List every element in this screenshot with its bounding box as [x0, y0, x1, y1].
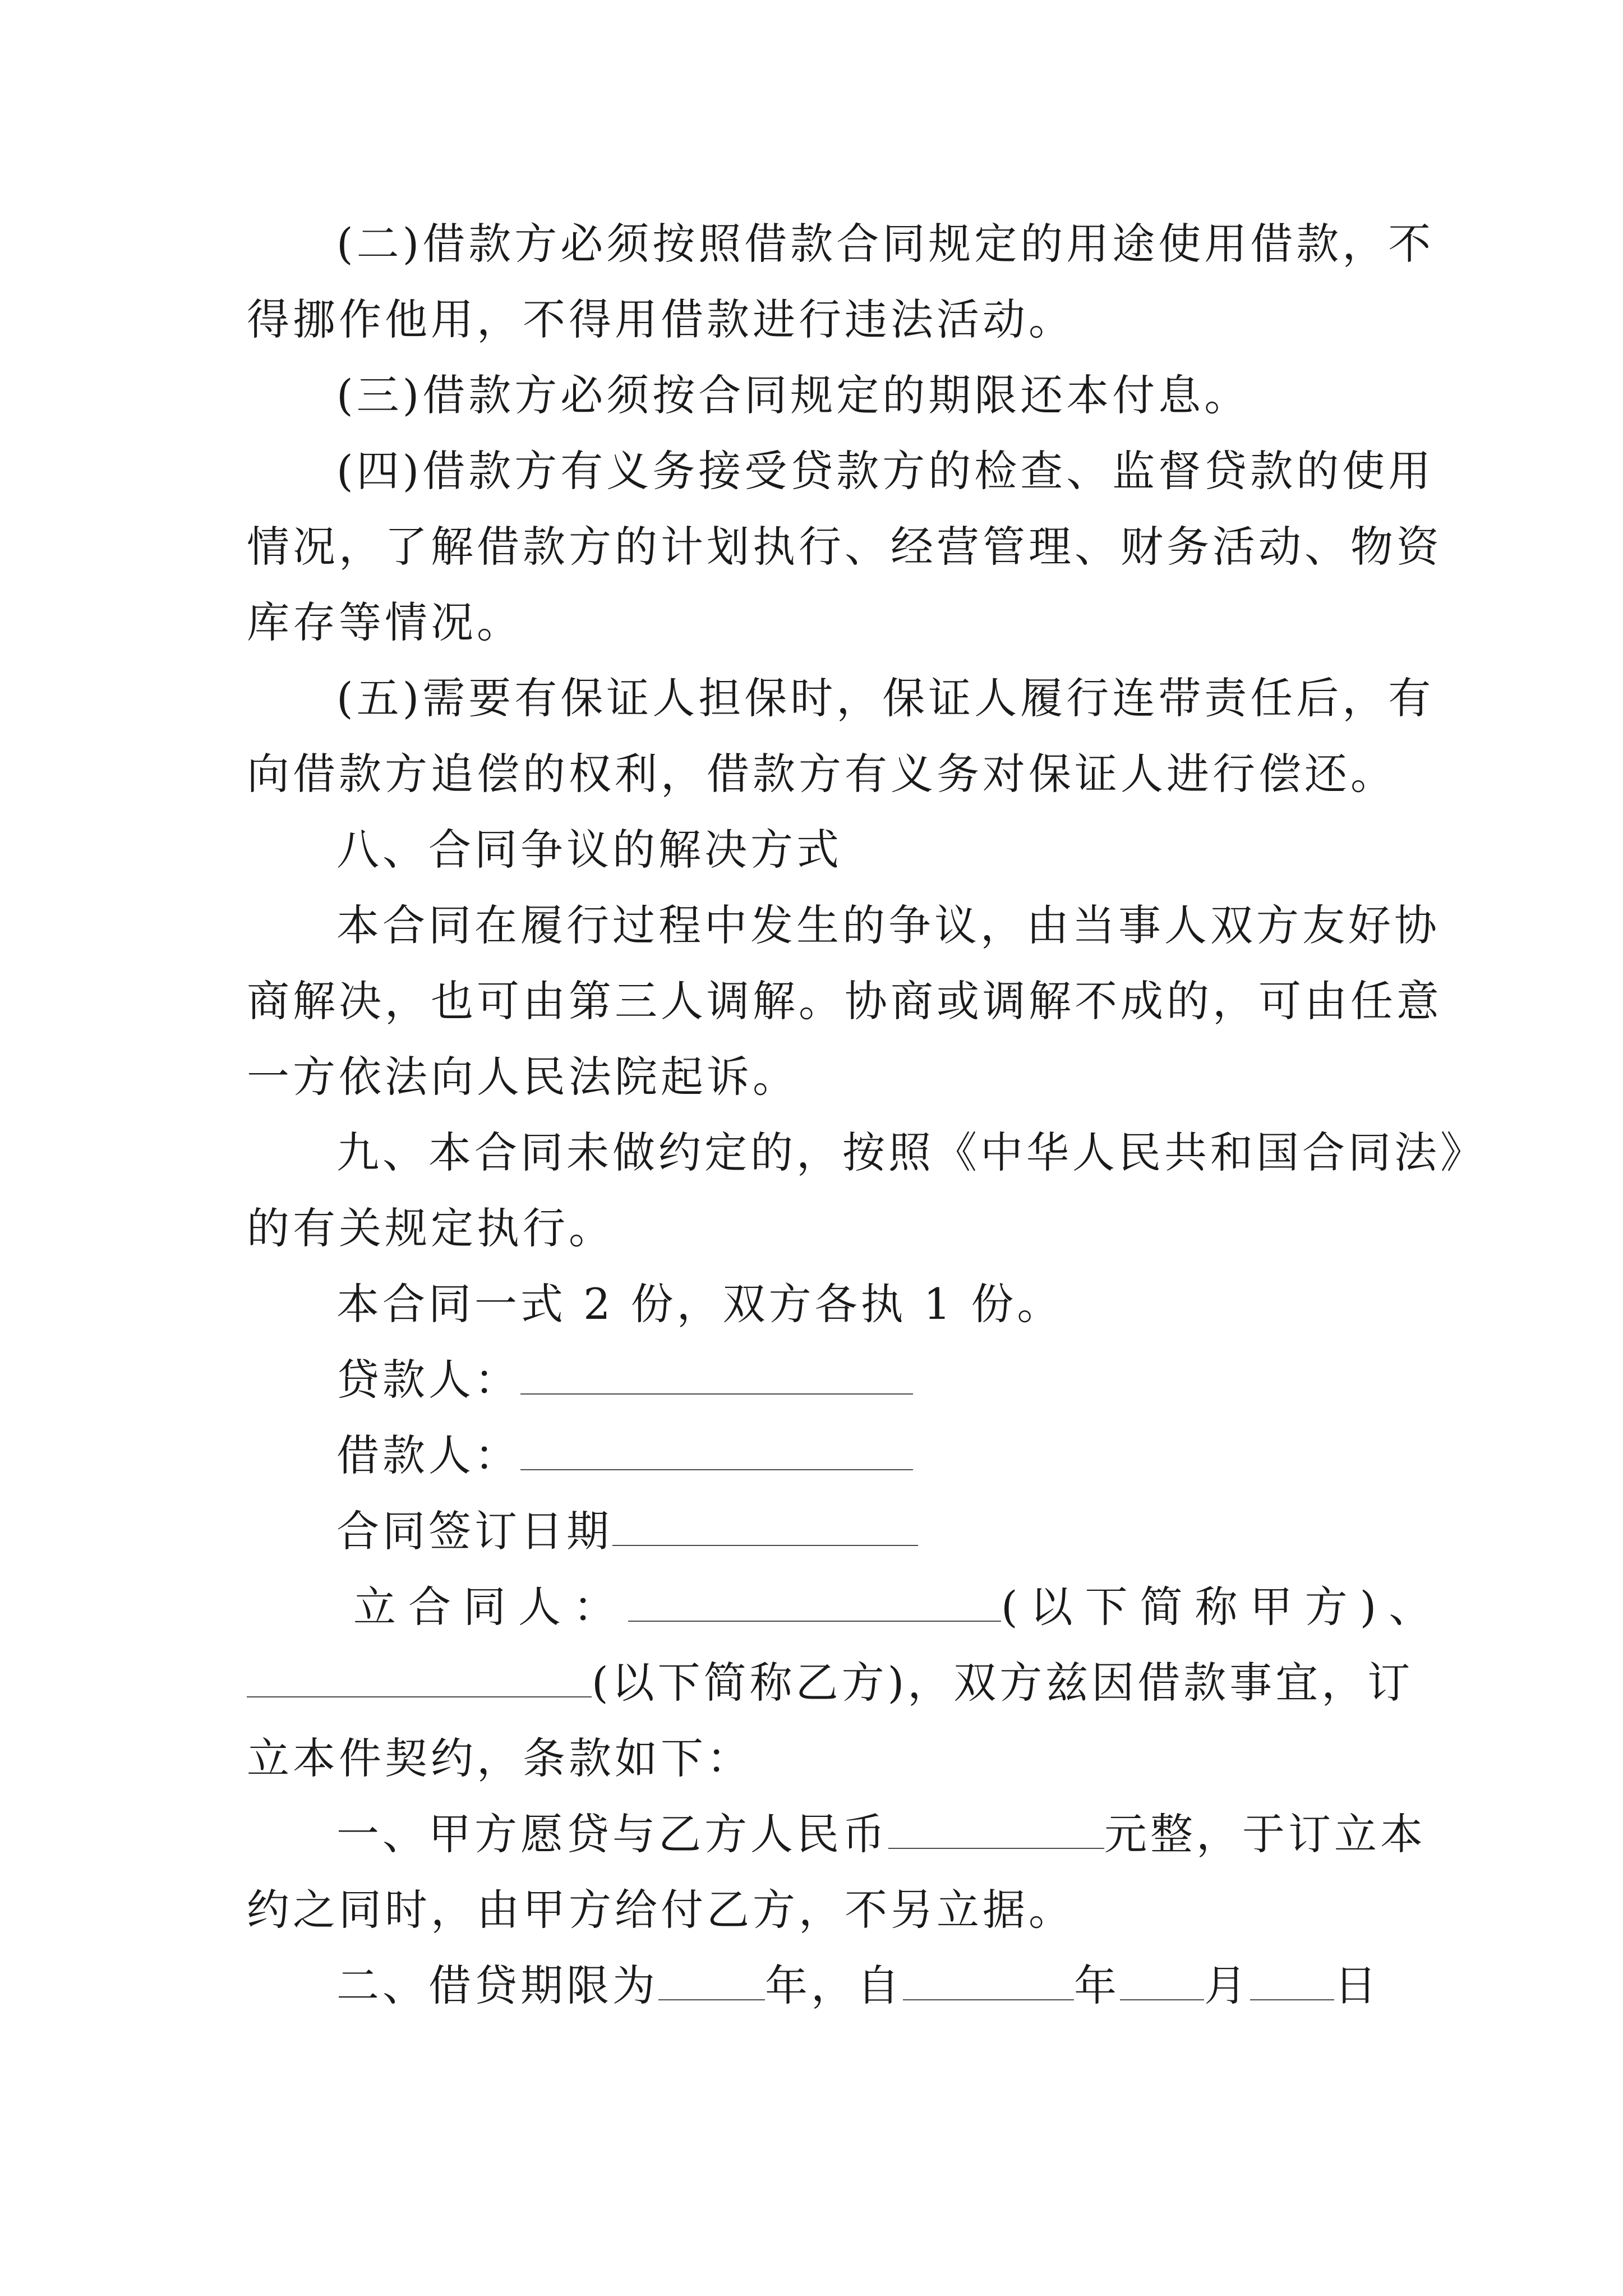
paragraph-line: (四)借款方有义务接受贷款方的检查、监督贷款的使用	[336, 446, 1435, 496]
paragraph-line: 库存等情况。	[247, 597, 523, 647]
paragraph-line: 约之同时，由甲方给付乙方，不另立据。	[247, 1885, 1075, 1935]
parties-prefix: 立合同人：	[353, 1582, 628, 1632]
paragraph-line: 立本件契约，条款如下：	[247, 1733, 753, 1783]
party-b-blank	[247, 1657, 592, 1697]
paragraph-line: 情况，了解借款方的计划执行、经营管理、财务活动、物资	[247, 522, 1442, 572]
party-b-suffix: (以下简称乙方)，双方兹因借款事宜，订	[592, 1658, 1414, 1708]
borrower-signature-line	[336, 1414, 1396, 1498]
date-label: 合同签订日期	[336, 1506, 612, 1556]
paragraph-line: 本合同一式 2 份，双方各执 1 份。	[336, 1279, 1063, 1329]
party-a-suffix: (以下简称甲方)、	[1001, 1582, 1444, 1632]
start-day-blank	[1250, 1960, 1334, 2000]
paragraph-line: 商解决，也可由第三人调解。协商或调解不成的，可由任意	[247, 976, 1442, 1026]
section-heading: 八、合同争议的解决方式	[336, 825, 842, 875]
term-years-blank	[658, 1960, 765, 2000]
paragraph-line: 本合同在履行过程中发生的争议，由当事人双方友好协	[336, 900, 1440, 950]
clause-2-day: 日	[1334, 1961, 1380, 2010]
start-month-blank	[1120, 1960, 1204, 2000]
borrower-blank	[520, 1430, 913, 1470]
paragraph-line: 得挪作他用，不得用借款进行违法活动。	[247, 295, 1075, 344]
party-a-blank	[628, 1581, 1001, 1622]
lender-blank	[520, 1354, 913, 1395]
paragraph-line: (五)需要有保证人担保时，保证人履行连带责任后，有	[336, 673, 1435, 723]
clause-2-line	[336, 1944, 1396, 2028]
date-blank	[612, 1506, 918, 1546]
paragraph-line: 的有关规定执行。	[247, 1203, 615, 1253]
parties-line	[353, 1565, 1444, 1649]
parties-line-2	[247, 1641, 1414, 1725]
clause-1-line	[336, 1792, 1426, 1876]
clause-2-year2: 年	[1074, 1961, 1120, 2010]
paragraph-line: 向借款方追偿的权利，借款方有义务对保证人进行偿还。	[247, 749, 1396, 799]
lender-signature-line	[336, 1338, 1396, 1422]
paragraph-line: 九、本合同未做约定的，按照《中华人民共和国合同法》	[336, 1128, 1486, 1177]
clause-1-suffix: 元整，于订立本	[1104, 1809, 1426, 1859]
clause-2-month: 月	[1204, 1961, 1250, 2010]
date-signature-line	[336, 1489, 1396, 1573]
paragraph-line: 一方依法向人民法院起诉。	[247, 1052, 799, 1102]
clause-2-year1: 年，自	[765, 1961, 903, 2010]
borrower-label: 借款人：	[336, 1430, 520, 1480]
amount-blank	[888, 1809, 1104, 1849]
start-year-blank	[903, 1960, 1074, 2000]
clause-2-prefix: 二、借贷期限为	[336, 1961, 658, 2010]
paragraph-line: (三)借款方必须按合同规定的期限还本付息。	[336, 370, 1251, 420]
clause-1-prefix: 一、甲方愿贷与乙方人民币	[336, 1809, 888, 1859]
lender-label: 贷款人：	[336, 1355, 520, 1405]
paragraph-line: (二)借款方必须按照借款合同规定的用途使用借款，不	[336, 219, 1435, 269]
